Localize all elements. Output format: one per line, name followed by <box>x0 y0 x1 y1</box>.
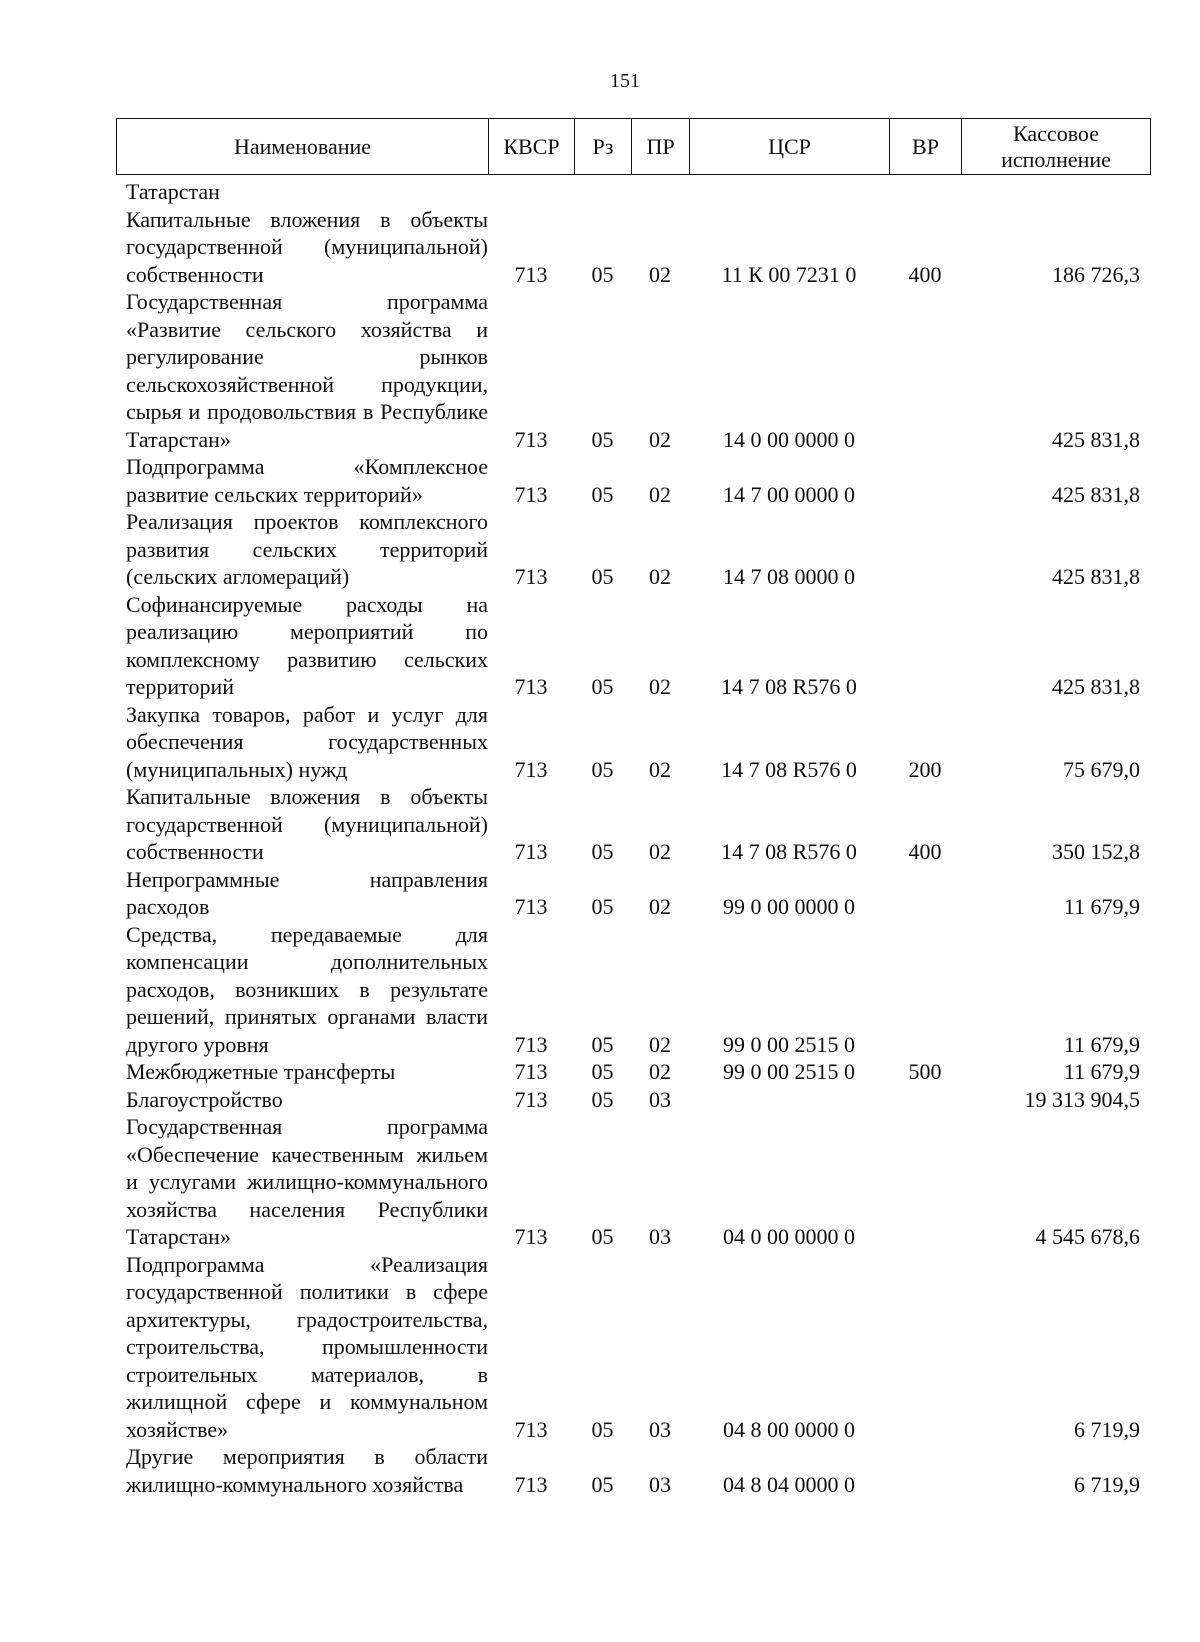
row-vr: 400 <box>908 839 942 864</box>
row-pr: 02 <box>649 894 671 919</box>
row-pr: 02 <box>649 564 671 589</box>
row-rz: 05 <box>591 1224 614 1249</box>
row-name: Межбюджетные трансферты <box>126 1059 396 1084</box>
table-row <box>116 701 1160 784</box>
row-rz: 05 <box>591 261 614 287</box>
row-kvsr: 713 <box>514 261 548 287</box>
row-name: Государственная программа «Обеспечение качественным жильем и услугами жилищно-коммунального хозяйства населения Республики Татарстан» <box>126 1114 488 1249</box>
row-sum: 11 679,9 <box>1063 894 1140 919</box>
row-pr: 02 <box>649 261 671 287</box>
row-pr: 02 <box>649 1059 671 1084</box>
row-pr: 03 <box>649 1471 671 1497</box>
row-kvsr: 713 <box>514 1086 548 1112</box>
row-csr: 14 7 00 0000 0 <box>723 481 855 507</box>
row-sum: 350 152,8 <box>1052 839 1140 864</box>
table-row <box>116 178 1160 206</box>
row-rz: 05 <box>591 839 614 864</box>
table-row <box>116 288 1160 453</box>
row-rz: 05 <box>591 1059 614 1084</box>
row-sum: 4 545 678,6 <box>1035 1224 1140 1249</box>
row-name: Непрограммные направления расходов <box>126 866 488 919</box>
row-pr: 02 <box>649 839 671 864</box>
row-name: Реализация проектов комплексного развития сельских территорий (сельских агломераций) <box>126 509 488 589</box>
row-rz: 05 <box>591 426 614 452</box>
row-kvsr: 713 <box>514 756 548 782</box>
row-csr: 14 7 08 R576 0 <box>721 674 857 699</box>
row-rz: 05 <box>591 674 614 699</box>
row-sum: 11 679,9 <box>1063 1031 1140 1057</box>
row-csr: 99 0 00 0000 0 <box>723 894 855 919</box>
row-rz: 05 <box>591 564 614 589</box>
table-row <box>116 1251 1160 1444</box>
row-kvsr: 713 <box>514 839 548 864</box>
row-pr: 02 <box>649 426 671 452</box>
row-name: Средства, передаваемые для компенсации дополнительных расходов, возникших в результате решений, принятых органами власти другого уровня <box>126 921 488 1057</box>
page-number: 151 <box>610 70 640 92</box>
row-pr: 02 <box>649 674 671 699</box>
row-name: Капитальные вложения в объекты государственной (муниципальной) собственности <box>126 784 488 864</box>
row-rz: 05 <box>591 1416 614 1442</box>
header-name: Наименование <box>117 119 489 175</box>
row-sum: 6 719,9 <box>1074 1471 1140 1497</box>
header-vr: ВР <box>890 119 962 175</box>
row-kvsr: 713 <box>514 894 548 919</box>
table-body <box>116 178 1160 1498</box>
row-kvsr: 713 <box>514 1224 548 1249</box>
table-row <box>116 1443 1160 1498</box>
row-csr: 14 0 00 0000 0 <box>723 426 855 452</box>
row-pr: 02 <box>649 481 671 507</box>
row-vr: 500 <box>908 1059 942 1084</box>
row-sum: 425 831,8 <box>1052 564 1140 589</box>
table-header <box>116 118 1151 175</box>
row-name: Другие мероприятия в области жилищно-коммунального хозяйства <box>126 1444 488 1497</box>
header-kvsr: КВСР <box>489 119 575 175</box>
row-csr: 04 8 04 0000 0 <box>723 1471 855 1497</box>
row-name: Благоустройство <box>126 1086 283 1112</box>
row-pr: 03 <box>649 1416 671 1442</box>
table-row <box>116 1113 1160 1251</box>
row-csr: 99 0 00 2515 0 <box>723 1059 855 1084</box>
row-name: Подпрограмма «Реализация государственной политики в сфере архитектуры, градостроительства, строительства, промышленности строительных материалов, в жилищной сфере и коммунальном хозяйстве» <box>126 1251 488 1442</box>
row-csr: 11 К 00 7231 0 <box>721 261 857 287</box>
row-kvsr: 713 <box>514 426 548 452</box>
row-rz: 05 <box>591 756 614 782</box>
table-row <box>116 508 1160 591</box>
row-kvsr: 713 <box>514 1059 548 1084</box>
table-row <box>116 453 1160 508</box>
row-rz: 05 <box>591 1031 614 1057</box>
row-pr: 02 <box>649 1031 671 1057</box>
row-csr: 99 0 00 2515 0 <box>723 1031 855 1057</box>
row-sum: 425 831,8 <box>1052 426 1140 452</box>
table-row <box>116 206 1160 289</box>
row-pr: 02 <box>649 756 671 782</box>
row-sum: 75 679,0 <box>1063 756 1140 782</box>
row-sum: 11 679,9 <box>1063 1059 1140 1084</box>
table-row <box>116 591 1160 701</box>
row-sum: 425 831,8 <box>1052 481 1140 507</box>
row-pr: 03 <box>649 1224 671 1249</box>
row-kvsr: 713 <box>514 1471 548 1497</box>
row-kvsr: 713 <box>514 481 548 507</box>
row-csr: 04 8 00 0000 0 <box>723 1416 855 1442</box>
row-vr: 200 <box>908 756 942 782</box>
row-vr: 400 <box>908 261 942 287</box>
row-csr: 14 7 08 0000 0 <box>723 564 855 589</box>
row-csr: 14 7 08 R576 0 <box>721 839 857 864</box>
table-row <box>116 866 1160 921</box>
row-name: Государственная программа «Развитие сельского хозяйства и регулирование рынков сельскохозяйственной продукции, сырья и продовольствия в Республике Татарстан» <box>126 289 488 452</box>
header-csr: ЦСР <box>690 119 890 175</box>
row-kvsr: 713 <box>514 564 548 589</box>
row-sum: 186 726,3 <box>1052 261 1140 287</box>
row-sum: 19 313 904,5 <box>1024 1086 1140 1112</box>
table-row <box>116 921 1160 1059</box>
header-pr: ПР <box>632 119 690 175</box>
table-row <box>116 1058 1160 1086</box>
header-sum <box>962 119 1151 175</box>
header-sum-line1: Кассовое <box>1013 120 1099 146</box>
row-pr: 03 <box>649 1086 671 1112</box>
row-name: Софинансируемые расходы на реализацию мероприятий по комплексному развитию сельских территорий <box>126 591 488 699</box>
row-csr: 14 7 08 R576 0 <box>721 756 857 782</box>
row-rz: 05 <box>591 1471 614 1497</box>
row-name: Подпрограмма «Комплексное развитие сельских территорий» <box>126 454 488 507</box>
row-rz: 05 <box>591 894 614 919</box>
row-sum: 425 831,8 <box>1052 674 1140 699</box>
row-kvsr: 713 <box>514 674 548 699</box>
header-sum-line2: исполнение <box>1001 146 1111 172</box>
row-name: Закупка товаров, работ и услуг для обеспечения государственных (муниципальных) нужд <box>126 701 488 782</box>
row-rz: 05 <box>591 1086 614 1112</box>
table-row <box>116 783 1160 866</box>
row-name: Татарстан <box>126 179 220 204</box>
header-rz: Рз <box>575 119 632 175</box>
row-rz: 05 <box>591 481 614 507</box>
table-row <box>116 1086 1160 1114</box>
row-kvsr: 713 <box>514 1416 548 1442</box>
row-sum: 6 719,9 <box>1074 1416 1140 1442</box>
row-name: Капитальные вложения в объекты государственной (муниципальной) собственности <box>126 206 488 287</box>
row-csr: 04 0 00 0000 0 <box>723 1224 855 1249</box>
row-kvsr: 713 <box>514 1031 548 1057</box>
